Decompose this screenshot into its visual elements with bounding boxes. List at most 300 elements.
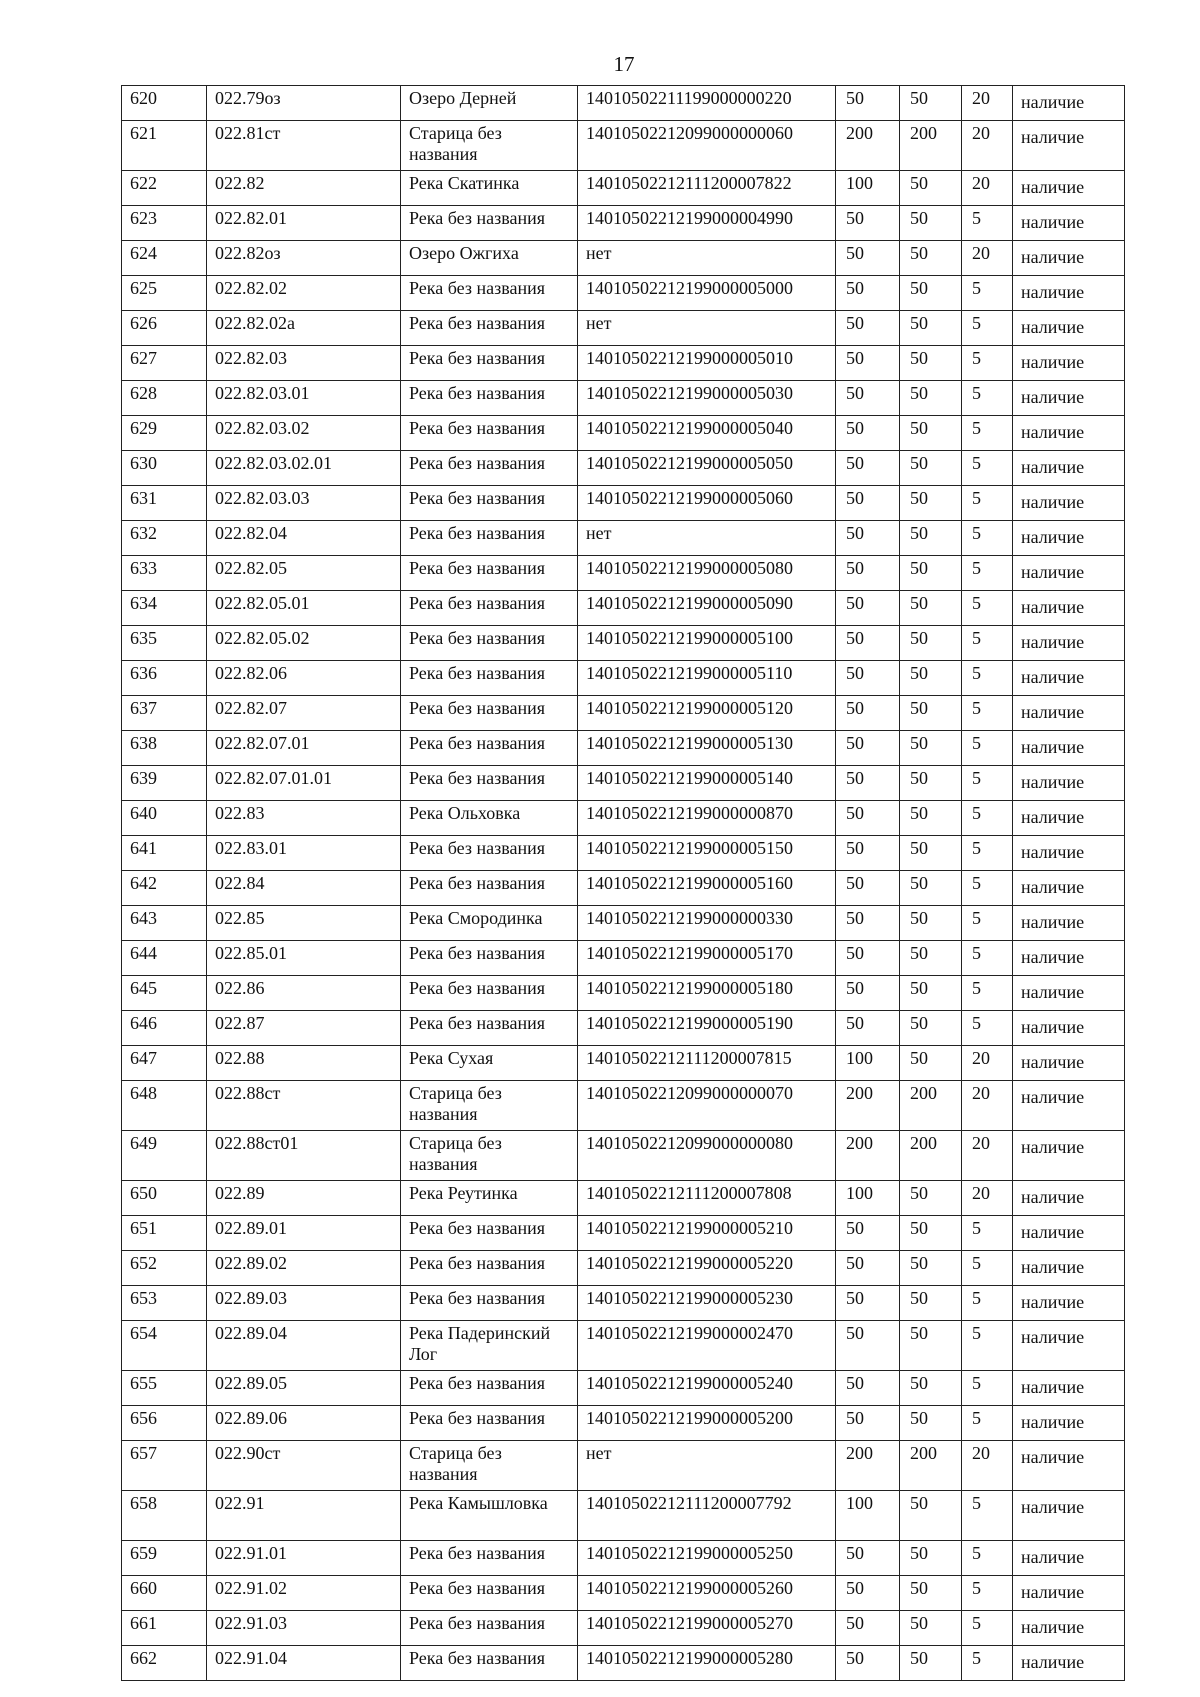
cell-status: наличие bbox=[1013, 486, 1125, 521]
cell-registry-code: 14010502212199000005180 bbox=[578, 976, 836, 1011]
cell-status: наличие bbox=[1013, 696, 1125, 731]
cell-object-code: 022.82.02 bbox=[207, 276, 401, 311]
cell-object-name: Река без названия bbox=[401, 206, 578, 241]
cell-status: наличие bbox=[1013, 1541, 1125, 1576]
cell-width-c: 5 bbox=[962, 626, 1013, 661]
cell-width-a: 50 bbox=[836, 836, 900, 871]
cell-status: наличие bbox=[1013, 171, 1125, 206]
cell-width-a: 50 bbox=[836, 661, 900, 696]
cell-width-c: 20 bbox=[962, 1131, 1013, 1181]
table-row bbox=[122, 941, 1125, 976]
cell-object-code: 022.82.07 bbox=[207, 696, 401, 731]
cell-width-c: 5 bbox=[962, 206, 1013, 241]
cell-row-number: 641 bbox=[122, 836, 207, 871]
cell-status: наличие bbox=[1013, 1081, 1125, 1131]
cell-row-number: 626 bbox=[122, 311, 207, 346]
cell-row-number: 658 bbox=[122, 1491, 207, 1541]
cell-row-number: 623 bbox=[122, 206, 207, 241]
cell-width-c: 20 bbox=[962, 1181, 1013, 1216]
cell-row-number: 656 bbox=[122, 1406, 207, 1441]
cell-width-b: 200 bbox=[900, 1131, 962, 1181]
cell-status: наличие bbox=[1013, 1216, 1125, 1251]
cell-object-name: Озеро Дерней bbox=[401, 86, 578, 121]
cell-width-b: 200 bbox=[900, 121, 962, 171]
table-row bbox=[122, 1321, 1125, 1371]
cell-registry-code: 14010502212199000005220 bbox=[578, 1251, 836, 1286]
cell-row-number: 624 bbox=[122, 241, 207, 276]
cell-registry-code: 14010502212111200007808 bbox=[578, 1181, 836, 1216]
cell-width-b: 50 bbox=[900, 1286, 962, 1321]
cell-width-a: 50 bbox=[836, 696, 900, 731]
table-row bbox=[122, 1131, 1125, 1181]
cell-width-a: 50 bbox=[836, 1321, 900, 1371]
cell-object-code: 022.81ст bbox=[207, 121, 401, 171]
cell-registry-code: 14010502212199000005190 bbox=[578, 1011, 836, 1046]
cell-object-name: Река без названия bbox=[401, 276, 578, 311]
cell-width-c: 5 bbox=[962, 486, 1013, 521]
cell-width-a: 100 bbox=[836, 171, 900, 206]
cell-registry-code: 14010502212199000005120 bbox=[578, 696, 836, 731]
cell-object-code: 022.82 bbox=[207, 171, 401, 206]
cell-row-number: 633 bbox=[122, 556, 207, 591]
table-row bbox=[122, 346, 1125, 381]
cell-width-a: 200 bbox=[836, 1131, 900, 1181]
table-row bbox=[122, 1286, 1125, 1321]
cell-status: наличие bbox=[1013, 1441, 1125, 1491]
table-row bbox=[122, 661, 1125, 696]
table-row bbox=[122, 1541, 1125, 1576]
cell-width-b: 200 bbox=[900, 1441, 962, 1491]
table-row bbox=[122, 1011, 1125, 1046]
cell-object-code: 022.88ст01 bbox=[207, 1131, 401, 1181]
cell-object-code: 022.83.01 bbox=[207, 836, 401, 871]
cell-row-number: 660 bbox=[122, 1576, 207, 1611]
cell-status: наличие bbox=[1013, 241, 1125, 276]
cell-registry-code: 14010502212199000005050 bbox=[578, 451, 836, 486]
table-row bbox=[122, 206, 1125, 241]
table-row bbox=[122, 906, 1125, 941]
table-row bbox=[122, 1406, 1125, 1441]
cell-object-code: 022.82.01 bbox=[207, 206, 401, 241]
cell-width-c: 5 bbox=[962, 311, 1013, 346]
cell-object-name: Река без названия bbox=[401, 941, 578, 976]
cell-object-code: 022.82.07.01 bbox=[207, 731, 401, 766]
cell-registry-code: 14010502212199000005170 bbox=[578, 941, 836, 976]
cell-width-a: 50 bbox=[836, 1541, 900, 1576]
cell-width-c: 20 bbox=[962, 1441, 1013, 1491]
cell-registry-code: нет bbox=[578, 1441, 836, 1491]
cell-object-code: 022.89.04 bbox=[207, 1321, 401, 1371]
cell-registry-code: 14010502212099000000070 bbox=[578, 1081, 836, 1131]
cell-row-number: 649 bbox=[122, 1131, 207, 1181]
cell-width-c: 5 bbox=[962, 661, 1013, 696]
cell-row-number: 655 bbox=[122, 1371, 207, 1406]
cell-width-c: 5 bbox=[962, 1611, 1013, 1646]
table-row bbox=[122, 521, 1125, 556]
cell-row-number: 627 bbox=[122, 346, 207, 381]
cell-object-name: Река без названия bbox=[401, 311, 578, 346]
cell-status: наличие bbox=[1013, 1646, 1125, 1681]
cell-width-c: 20 bbox=[962, 241, 1013, 276]
cell-registry-code: 14010502212111200007815 bbox=[578, 1046, 836, 1081]
cell-object-name: Река без названия bbox=[401, 1576, 578, 1611]
cell-width-b: 50 bbox=[900, 346, 962, 381]
cell-row-number: 637 bbox=[122, 696, 207, 731]
cell-status: наличие bbox=[1013, 766, 1125, 801]
cell-width-b: 50 bbox=[900, 1576, 962, 1611]
cell-width-c: 5 bbox=[962, 1216, 1013, 1251]
cell-width-a: 50 bbox=[836, 276, 900, 311]
cell-width-b: 50 bbox=[900, 1251, 962, 1286]
cell-width-c: 5 bbox=[962, 346, 1013, 381]
cell-width-a: 50 bbox=[836, 416, 900, 451]
cell-width-b: 50 bbox=[900, 486, 962, 521]
cell-width-b: 50 bbox=[900, 1611, 962, 1646]
cell-status: наличие bbox=[1013, 801, 1125, 836]
cell-width-a: 200 bbox=[836, 1441, 900, 1491]
cell-object-code: 022.82.03.03 bbox=[207, 486, 401, 521]
cell-registry-code: 14010502212199000000870 bbox=[578, 801, 836, 836]
cell-width-c: 5 bbox=[962, 381, 1013, 416]
cell-width-a: 50 bbox=[836, 626, 900, 661]
cell-status: наличие bbox=[1013, 1251, 1125, 1286]
cell-registry-code: 14010502212199000005260 bbox=[578, 1576, 836, 1611]
cell-object-name: Река без названия bbox=[401, 591, 578, 626]
cell-object-name: Река без названия bbox=[401, 381, 578, 416]
table-row bbox=[122, 1251, 1125, 1286]
cell-registry-code: 14010502212199000004990 bbox=[578, 206, 836, 241]
cell-width-b: 50 bbox=[900, 661, 962, 696]
page-number: 17 bbox=[613, 52, 635, 76]
cell-width-c: 5 bbox=[962, 731, 1013, 766]
cell-registry-code: 14010502212199000005160 bbox=[578, 871, 836, 906]
cell-width-a: 100 bbox=[836, 1491, 900, 1541]
cell-width-c: 5 bbox=[962, 521, 1013, 556]
cell-width-a: 50 bbox=[836, 871, 900, 906]
cell-width-b: 50 bbox=[900, 801, 962, 836]
table-row bbox=[122, 696, 1125, 731]
cell-object-code: 022.82.06 bbox=[207, 661, 401, 696]
cell-width-c: 5 bbox=[962, 906, 1013, 941]
cell-status: наличие bbox=[1013, 121, 1125, 171]
cell-width-c: 5 bbox=[962, 766, 1013, 801]
cell-width-c: 5 bbox=[962, 1286, 1013, 1321]
cell-width-b: 50 bbox=[900, 521, 962, 556]
cell-registry-code: 14010502212199000005150 bbox=[578, 836, 836, 871]
cell-status: наличие bbox=[1013, 521, 1125, 556]
table-row bbox=[122, 591, 1125, 626]
cell-width-c: 5 bbox=[962, 591, 1013, 626]
cell-status: наличие bbox=[1013, 1181, 1125, 1216]
cell-registry-code: 14010502212199000005030 bbox=[578, 381, 836, 416]
cell-registry-code: 14010502212199000002470 bbox=[578, 1321, 836, 1371]
cell-status: наличие bbox=[1013, 1371, 1125, 1406]
cell-status: наличие bbox=[1013, 1406, 1125, 1441]
table-row bbox=[122, 836, 1125, 871]
cell-status: наличие bbox=[1013, 626, 1125, 661]
cell-object-name: Река без названия bbox=[401, 486, 578, 521]
cell-object-name: Река без названия bbox=[401, 1286, 578, 1321]
cell-width-a: 50 bbox=[836, 1646, 900, 1681]
cell-width-a: 50 bbox=[836, 381, 900, 416]
cell-registry-code: 14010502212099000000080 bbox=[578, 1131, 836, 1181]
table-row bbox=[122, 1371, 1125, 1406]
cell-status: наличие bbox=[1013, 591, 1125, 626]
table-row bbox=[122, 171, 1125, 206]
cell-row-number: 652 bbox=[122, 1251, 207, 1286]
table-row bbox=[122, 241, 1125, 276]
cell-registry-code: 14010502212199000005060 bbox=[578, 486, 836, 521]
cell-object-code: 022.82.07.01.01 bbox=[207, 766, 401, 801]
cell-row-number: 657 bbox=[122, 1441, 207, 1491]
cell-width-c: 5 bbox=[962, 276, 1013, 311]
cell-object-name: Река без названия bbox=[401, 626, 578, 661]
cell-width-b: 50 bbox=[900, 941, 962, 976]
cell-width-a: 50 bbox=[836, 346, 900, 381]
cell-object-name: Старица без названия bbox=[401, 1081, 578, 1131]
cell-object-code: 022.86 bbox=[207, 976, 401, 1011]
cell-object-code: 022.91.01 bbox=[207, 1541, 401, 1576]
cell-registry-code: 14010502212199000005040 bbox=[578, 416, 836, 451]
cell-object-code: 022.82.05.02 bbox=[207, 626, 401, 661]
cell-registry-code: 14010502212199000005110 bbox=[578, 661, 836, 696]
table-row bbox=[122, 556, 1125, 591]
cell-width-c: 5 bbox=[962, 1371, 1013, 1406]
cell-object-code: 022.79оз bbox=[207, 86, 401, 121]
cell-object-name: Река без названия bbox=[401, 1011, 578, 1046]
cell-width-a: 50 bbox=[836, 1371, 900, 1406]
table-row bbox=[122, 801, 1125, 836]
cell-width-b: 50 bbox=[900, 241, 962, 276]
cell-object-name: Река Сухая bbox=[401, 1046, 578, 1081]
cell-width-c: 5 bbox=[962, 451, 1013, 486]
cell-width-b: 50 bbox=[900, 906, 962, 941]
cell-width-a: 50 bbox=[836, 906, 900, 941]
table-row bbox=[122, 871, 1125, 906]
cell-registry-code: 14010502212199000000330 bbox=[578, 906, 836, 941]
table-row bbox=[122, 1216, 1125, 1251]
cell-width-c: 5 bbox=[962, 941, 1013, 976]
table-row bbox=[122, 1046, 1125, 1081]
cell-object-code: 022.89.06 bbox=[207, 1406, 401, 1441]
cell-object-name: Река без названия bbox=[401, 521, 578, 556]
table-row bbox=[122, 731, 1125, 766]
table-row bbox=[122, 626, 1125, 661]
cell-width-b: 50 bbox=[900, 1181, 962, 1216]
cell-object-code: 022.89.02 bbox=[207, 1251, 401, 1286]
table-row bbox=[122, 1181, 1125, 1216]
table-body bbox=[122, 86, 1125, 1681]
cell-status: наличие bbox=[1013, 1011, 1125, 1046]
cell-width-c: 5 bbox=[962, 1011, 1013, 1046]
cell-row-number: 650 bbox=[122, 1181, 207, 1216]
cell-width-b: 50 bbox=[900, 976, 962, 1011]
cell-status: наличие bbox=[1013, 661, 1125, 696]
cell-object-code: 022.88ст bbox=[207, 1081, 401, 1131]
cell-registry-code: 14010502212111200007792 bbox=[578, 1491, 836, 1541]
cell-width-a: 50 bbox=[836, 1011, 900, 1046]
cell-width-b: 50 bbox=[900, 1646, 962, 1681]
cell-object-name: Река без названия bbox=[401, 1541, 578, 1576]
cell-row-number: 642 bbox=[122, 871, 207, 906]
cell-width-c: 5 bbox=[962, 1251, 1013, 1286]
cell-width-a: 200 bbox=[836, 121, 900, 171]
cell-object-code: 022.82.03.01 bbox=[207, 381, 401, 416]
cell-object-name: Старица без названия bbox=[401, 1441, 578, 1491]
cell-status: наличие bbox=[1013, 871, 1125, 906]
table-row bbox=[122, 486, 1125, 521]
cell-registry-code: 14010502211199000000220 bbox=[578, 86, 836, 121]
cell-width-b: 50 bbox=[900, 311, 962, 346]
cell-row-number: 653 bbox=[122, 1286, 207, 1321]
cell-object-code: 022.89.03 bbox=[207, 1286, 401, 1321]
cell-object-code: 022.82.03 bbox=[207, 346, 401, 381]
cell-width-a: 50 bbox=[836, 451, 900, 486]
cell-registry-code: 14010502212199000005010 bbox=[578, 346, 836, 381]
cell-object-name: Река без названия bbox=[401, 346, 578, 381]
cell-status: наличие bbox=[1013, 206, 1125, 241]
cell-status: наличие bbox=[1013, 276, 1125, 311]
cell-registry-code: нет bbox=[578, 241, 836, 276]
cell-object-name: Старица без названия bbox=[401, 1131, 578, 1181]
cell-row-number: 645 bbox=[122, 976, 207, 1011]
cell-width-b: 50 bbox=[900, 696, 962, 731]
cell-row-number: 631 bbox=[122, 486, 207, 521]
cell-row-number: 643 bbox=[122, 906, 207, 941]
cell-width-c: 5 bbox=[962, 1491, 1013, 1541]
cell-registry-code: 14010502212199000005100 bbox=[578, 626, 836, 661]
cell-row-number: 644 bbox=[122, 941, 207, 976]
cell-width-a: 50 bbox=[836, 941, 900, 976]
cell-width-b: 50 bbox=[900, 1011, 962, 1046]
cell-object-name: Река без названия bbox=[401, 416, 578, 451]
cell-object-name: Река без названия bbox=[401, 1216, 578, 1251]
cell-status: наличие bbox=[1013, 1131, 1125, 1181]
cell-object-name: Река без названия bbox=[401, 1406, 578, 1441]
cell-object-code: 022.89.05 bbox=[207, 1371, 401, 1406]
table-row bbox=[122, 276, 1125, 311]
cell-width-b: 50 bbox=[900, 86, 962, 121]
cell-row-number: 654 bbox=[122, 1321, 207, 1371]
cell-object-name: Река без названия bbox=[401, 661, 578, 696]
cell-width-c: 5 bbox=[962, 556, 1013, 591]
cell-object-code: 022.89.01 bbox=[207, 1216, 401, 1251]
cell-object-code: 022.84 bbox=[207, 871, 401, 906]
cell-width-c: 5 bbox=[962, 1646, 1013, 1681]
cell-status: наличие bbox=[1013, 1576, 1125, 1611]
cell-object-code: 022.91.04 bbox=[207, 1646, 401, 1681]
cell-width-a: 100 bbox=[836, 1181, 900, 1216]
cell-width-a: 50 bbox=[836, 801, 900, 836]
cell-width-c: 5 bbox=[962, 696, 1013, 731]
table-row bbox=[122, 1576, 1125, 1611]
cell-width-b: 200 bbox=[900, 1081, 962, 1131]
cell-width-c: 5 bbox=[962, 416, 1013, 451]
cell-width-b: 50 bbox=[900, 626, 962, 661]
cell-object-name: Река без названия bbox=[401, 696, 578, 731]
cell-object-name: Река без названия bbox=[401, 1251, 578, 1286]
cell-object-name: Река без названия bbox=[401, 451, 578, 486]
cell-registry-code: 14010502212199000005000 bbox=[578, 276, 836, 311]
cell-width-c: 20 bbox=[962, 86, 1013, 121]
cell-width-a: 50 bbox=[836, 241, 900, 276]
water-objects-table bbox=[121, 85, 1125, 1681]
cell-registry-code: 14010502212199000005250 bbox=[578, 1541, 836, 1576]
cell-width-a: 50 bbox=[836, 1251, 900, 1286]
cell-width-a: 50 bbox=[836, 486, 900, 521]
cell-width-b: 50 bbox=[900, 1541, 962, 1576]
cell-width-b: 50 bbox=[900, 381, 962, 416]
cell-row-number: 636 bbox=[122, 661, 207, 696]
cell-object-code: 022.91.02 bbox=[207, 1576, 401, 1611]
cell-width-b: 50 bbox=[900, 416, 962, 451]
cell-width-a: 50 bbox=[836, 976, 900, 1011]
cell-width-a: 50 bbox=[836, 1611, 900, 1646]
cell-width-c: 5 bbox=[962, 801, 1013, 836]
cell-row-number: 634 bbox=[122, 591, 207, 626]
cell-object-name: Река Ольховка bbox=[401, 801, 578, 836]
cell-registry-code: 14010502212199000005230 bbox=[578, 1286, 836, 1321]
cell-object-code: 022.82.02а bbox=[207, 311, 401, 346]
cell-registry-code: 14010502212199000005080 bbox=[578, 556, 836, 591]
cell-object-code: 022.83 bbox=[207, 801, 401, 836]
cell-status: наличие bbox=[1013, 381, 1125, 416]
cell-row-number: 639 bbox=[122, 766, 207, 801]
cell-row-number: 662 bbox=[122, 1646, 207, 1681]
cell-object-code: 022.85 bbox=[207, 906, 401, 941]
cell-row-number: 640 bbox=[122, 801, 207, 836]
cell-status: наличие bbox=[1013, 1046, 1125, 1081]
cell-object-name: Река без названия bbox=[401, 976, 578, 1011]
cell-registry-code: 14010502212099000000060 bbox=[578, 121, 836, 171]
cell-width-b: 50 bbox=[900, 171, 962, 206]
cell-row-number: 647 bbox=[122, 1046, 207, 1081]
cell-row-number: 620 bbox=[122, 86, 207, 121]
cell-row-number: 622 bbox=[122, 171, 207, 206]
cell-registry-code: 14010502212199000005200 bbox=[578, 1406, 836, 1441]
cell-status: наличие bbox=[1013, 941, 1125, 976]
cell-object-name: Река Падеринский Лог bbox=[401, 1321, 578, 1371]
cell-width-a: 50 bbox=[836, 1406, 900, 1441]
cell-width-a: 50 bbox=[836, 1576, 900, 1611]
cell-width-b: 50 bbox=[900, 731, 962, 766]
cell-row-number: 625 bbox=[122, 276, 207, 311]
cell-registry-code: 14010502212199000005130 bbox=[578, 731, 836, 766]
table-row bbox=[122, 1441, 1125, 1491]
table-row bbox=[122, 976, 1125, 1011]
cell-registry-code: 14010502212199000005270 bbox=[578, 1611, 836, 1646]
table-row bbox=[122, 381, 1125, 416]
cell-width-a: 50 bbox=[836, 1216, 900, 1251]
table-row bbox=[122, 311, 1125, 346]
cell-status: наличие bbox=[1013, 836, 1125, 871]
cell-width-b: 50 bbox=[900, 556, 962, 591]
cell-width-a: 50 bbox=[836, 731, 900, 766]
cell-registry-code: 14010502212199000005280 bbox=[578, 1646, 836, 1681]
cell-row-number: 629 bbox=[122, 416, 207, 451]
cell-status: наличие bbox=[1013, 416, 1125, 451]
cell-width-b: 50 bbox=[900, 871, 962, 906]
table-row bbox=[122, 451, 1125, 486]
cell-registry-code: нет bbox=[578, 521, 836, 556]
cell-width-b: 50 bbox=[900, 1371, 962, 1406]
cell-width-b: 50 bbox=[900, 836, 962, 871]
cell-object-code: 022.91.03 bbox=[207, 1611, 401, 1646]
cell-row-number: 661 bbox=[122, 1611, 207, 1646]
cell-object-code: 022.82.05 bbox=[207, 556, 401, 591]
cell-width-c: 5 bbox=[962, 871, 1013, 906]
cell-object-name: Река без названия bbox=[401, 1646, 578, 1681]
